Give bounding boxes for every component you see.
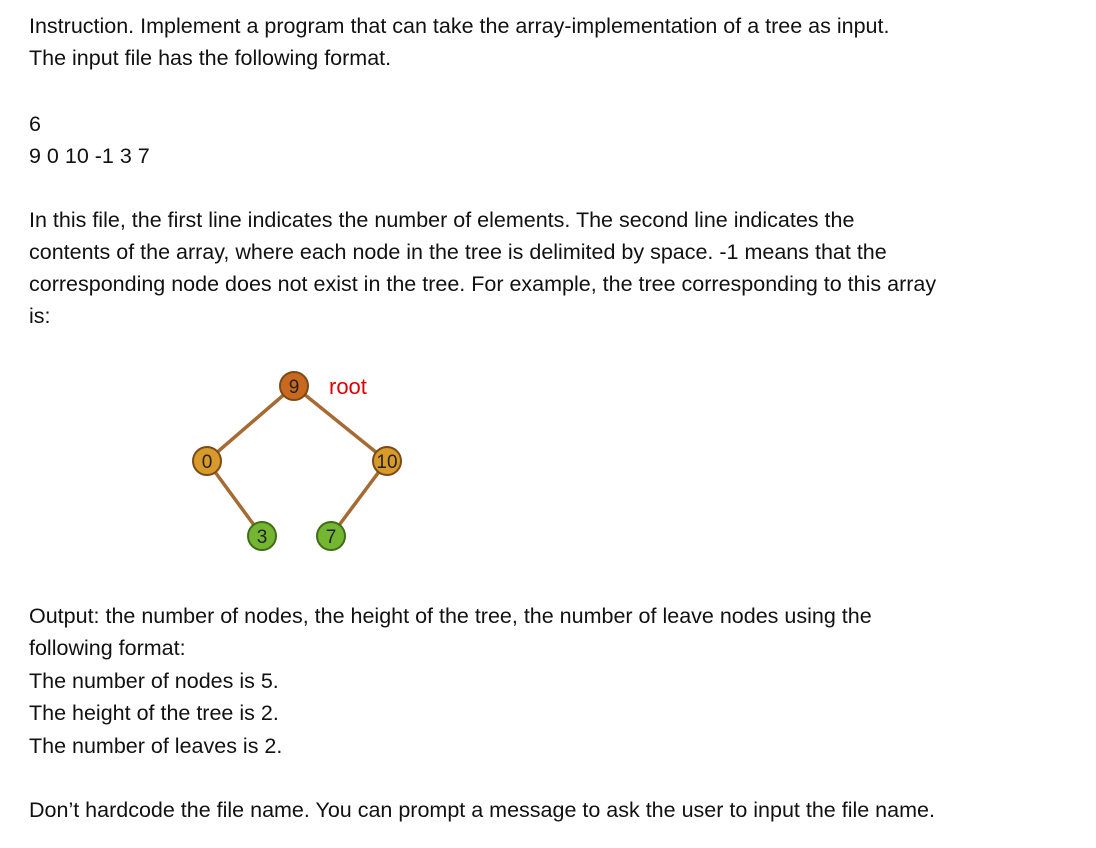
explanation-line-3: corresponding node does not exist in the tree. For example, the tree corresponding to this array (29, 272, 937, 296)
output-nodes-line: The number of nodes is 5. (29, 669, 279, 693)
sample-array: 9 0 10 -1 3 7 (29, 144, 150, 168)
output-line-2: following format: (29, 636, 186, 660)
footer-note: Don’t hardcode the file name. You can prompt a message to ask the user to input the file name. (29, 798, 935, 822)
explanation-line-1: In this file, the first line indicates the number of elements. The second line indicates the (29, 208, 855, 232)
root-label: root (329, 374, 367, 399)
tree-node-10 (373, 447, 401, 475)
node-label-3: 3 (256, 527, 268, 548)
node-label-10: 10 (376, 452, 398, 473)
tree-node-0 (193, 447, 221, 475)
tree-node-3 (248, 522, 276, 550)
explanation-line-4: is: (29, 304, 51, 328)
node-label-9: 9 (288, 377, 300, 398)
output-height-line: The height of the tree is 2. (29, 701, 279, 725)
edge-9-0 (207, 386, 294, 461)
explanation-line-2: contents of the array, where each node in the tree is delimited by space. -1 means that the (29, 240, 887, 264)
node-label-7: 7 (325, 527, 337, 548)
sample-count: 6 (29, 112, 41, 136)
instruction-line-1: Instruction. Implement a program that can take the array-implementation of a tree as input. (29, 14, 890, 38)
tree-node-9 (280, 372, 308, 400)
tree-node-7 (317, 522, 345, 550)
node-label-0: 0 (201, 452, 213, 473)
output-leaves-line: The number of leaves is 2. (29, 734, 283, 758)
instruction-line-2: The input file has the following format. (29, 46, 392, 70)
output-line-1: Output: the number of nodes, the height of the tree, the number of leave nodes using the (29, 604, 872, 628)
